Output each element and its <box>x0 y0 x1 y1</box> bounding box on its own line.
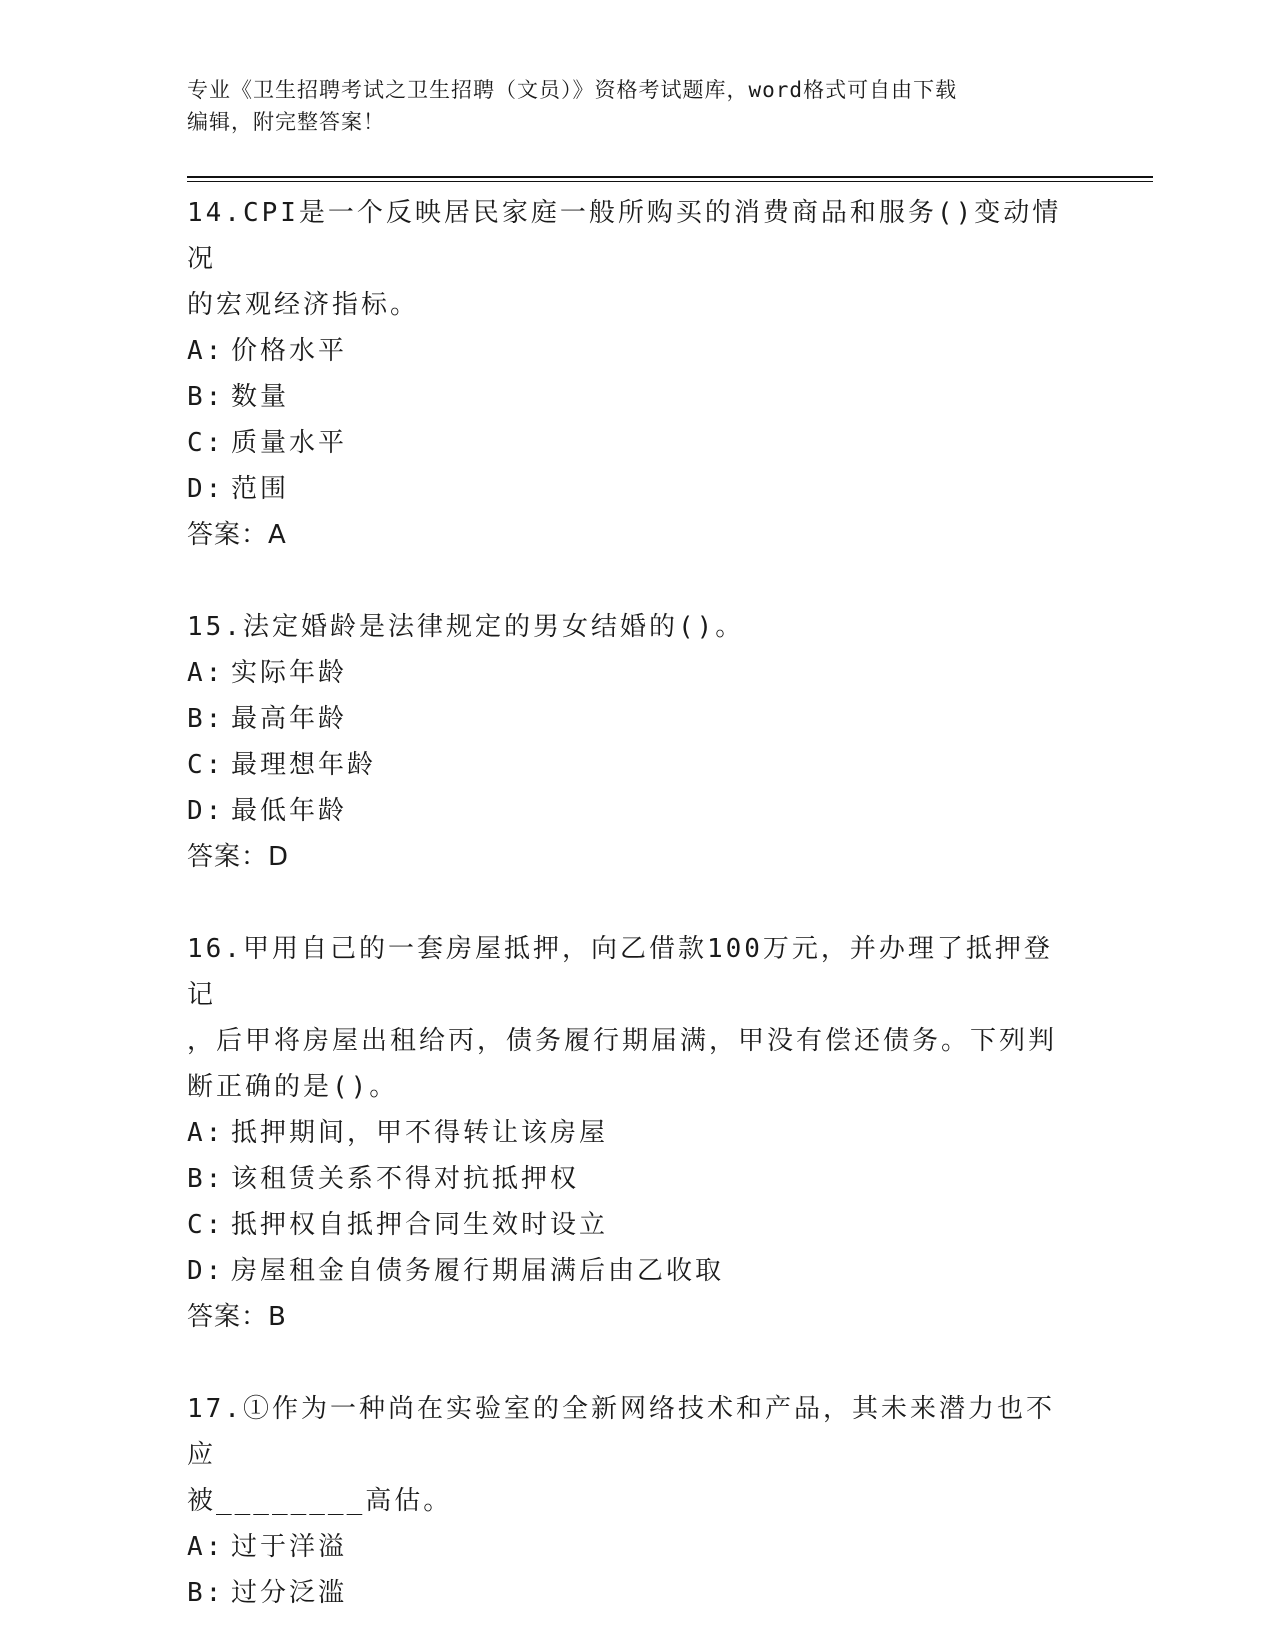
option-d <box>187 1248 1077 1294</box>
option-b <box>187 696 1077 742</box>
question-text-line: 被________高估。 <box>187 1486 453 1516</box>
option-letter: A: <box>187 1118 225 1148</box>
question-14 <box>187 190 1077 558</box>
option-text: 过于洋溢 <box>231 1532 348 1562</box>
option-text: 实际年龄 <box>231 658 348 688</box>
question-list <box>187 190 1077 1616</box>
option-text: 最高年龄 <box>231 704 348 734</box>
question-15 <box>187 604 1077 880</box>
option-text: 质量水平 <box>231 428 348 458</box>
spacer <box>187 558 1077 604</box>
option-text: 最理想年龄 <box>231 750 377 780</box>
option-letter: C: <box>187 750 225 780</box>
option-text: 房屋租金自债务履行期届满后由乙收取 <box>231 1256 725 1286</box>
option-text: 数量 <box>231 382 290 412</box>
question-text-line: 14.CPI是一个反映居民家庭一般所购买的消费商品和服务()变动情况 <box>187 198 1062 274</box>
option-letter: C: <box>187 428 225 458</box>
answer-line: 答案：B <box>187 1302 287 1332</box>
option-a <box>187 328 1077 374</box>
option-letter: C: <box>187 1210 225 1240</box>
option-text: 抵押期间，甲不得转让该房屋 <box>231 1118 609 1148</box>
page-header <box>187 74 1067 138</box>
option-text: 价格水平 <box>231 336 348 366</box>
option-letter: D: <box>187 796 225 826</box>
option-letter: D: <box>187 474 225 504</box>
question-text-line: 15.法定婚龄是法律规定的男女结婚的()。 <box>187 612 745 642</box>
question-text-line: 16.甲用自己的一套房屋抵押，向乙借款100万元，并办理了抵押登记 <box>187 934 1053 1010</box>
option-b <box>187 374 1077 420</box>
option-a <box>187 1524 1077 1570</box>
option-text: 抵押权自抵押合同生效时设立 <box>231 1210 609 1240</box>
question-text-line: 的宏观经济指标。 <box>187 290 420 320</box>
option-d <box>187 788 1077 834</box>
option-a <box>187 650 1077 696</box>
option-letter: B: <box>187 382 225 412</box>
option-letter: A: <box>187 336 225 366</box>
option-text: 最低年龄 <box>231 796 348 826</box>
question-text-line: 断正确的是()。 <box>187 1072 399 1102</box>
answer-line: 答案：A <box>187 520 287 550</box>
spacer <box>187 1340 1077 1386</box>
option-b <box>187 1156 1077 1202</box>
header-divider-thick <box>187 176 1153 178</box>
option-letter: B: <box>187 1578 225 1608</box>
question-text-line: ，后甲将房屋出租给丙，债务履行期届满，甲没有偿还债务。下列判 <box>187 1026 1058 1056</box>
answer-line: 答案：D <box>187 842 290 872</box>
question-16 <box>187 926 1077 1340</box>
option-c <box>187 1202 1077 1248</box>
header-line-2: 编辑，附完整答案！ <box>187 110 385 134</box>
question-17 <box>187 1386 1077 1616</box>
option-text: 范围 <box>231 474 290 504</box>
header-divider-thin <box>187 181 1153 182</box>
question-text-line: 17.①作为一种尚在实验室的全新网络技术和产品，其未来潜力也不应 <box>187 1394 1055 1470</box>
option-letter: B: <box>187 704 225 734</box>
option-letter: B: <box>187 1164 225 1194</box>
header-line-1: 专业《卫生招聘考试之卫生招聘（文员）》资格考试题库，word格式可自由下载 <box>187 78 958 102</box>
option-a <box>187 1110 1077 1156</box>
option-letter: D: <box>187 1256 225 1286</box>
option-d <box>187 466 1077 512</box>
option-letter: A: <box>187 658 225 688</box>
spacer <box>187 880 1077 926</box>
option-c <box>187 742 1077 788</box>
option-b <box>187 1570 1077 1616</box>
option-text: 该租赁关系不得对抗抵押权 <box>231 1164 580 1194</box>
option-c <box>187 420 1077 466</box>
option-text: 过分泛滥 <box>231 1578 348 1608</box>
option-letter: A: <box>187 1532 225 1562</box>
